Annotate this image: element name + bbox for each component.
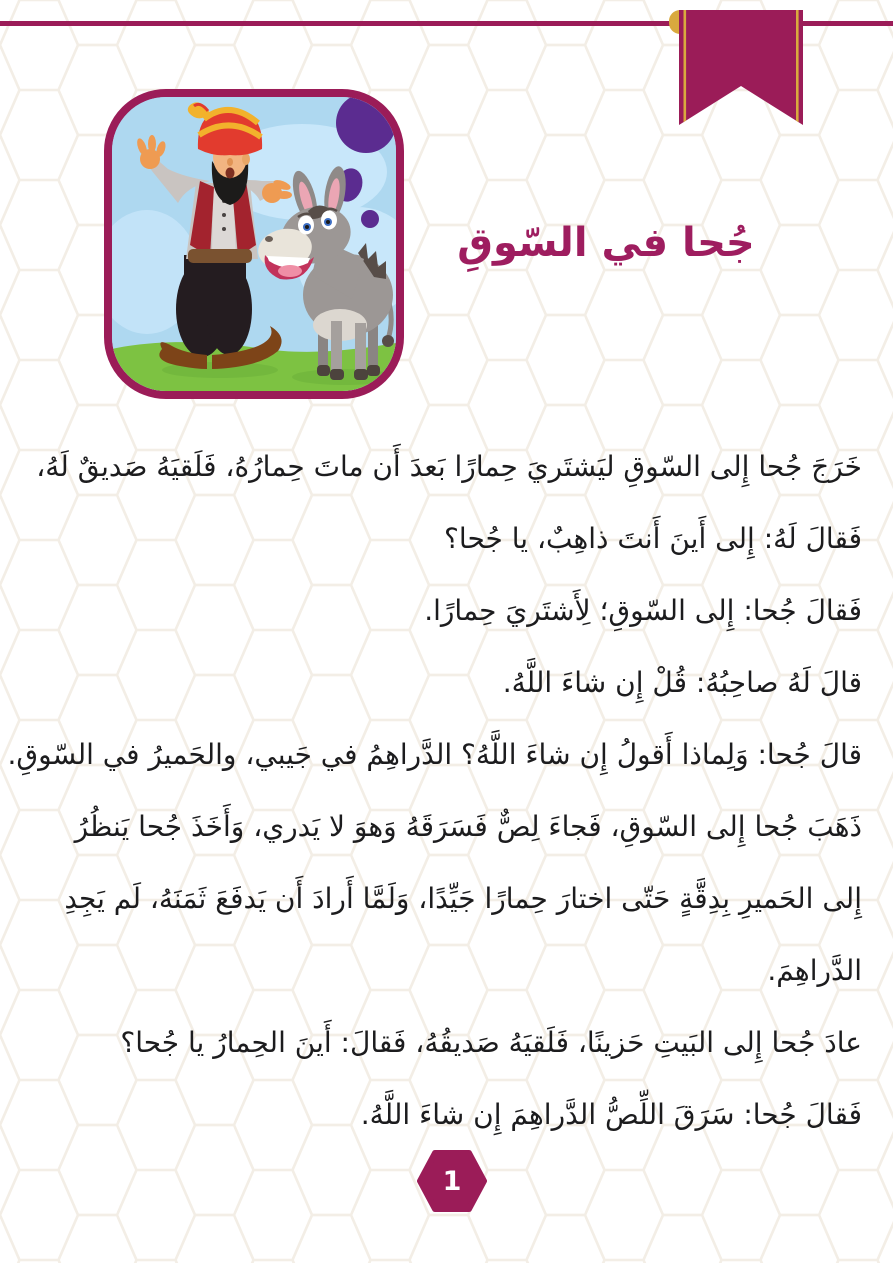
story-illustration bbox=[104, 89, 404, 399]
story-line: فَقالَ لَهُ: إِلى أَينَ أَنتَ ذاهِبٌ، يا جُحا؟ bbox=[444, 522, 862, 555]
page-number-badge bbox=[417, 1150, 487, 1212]
story-line: عادَ جُحا إِلى البَيتِ حَزينًا، فَلَقيَهُ صَديقُهُ، فَقالَ: أَينَ الحِمارُ يا جُحا؟ bbox=[120, 1026, 862, 1059]
story-title: جُحا في السّوقِ bbox=[457, 220, 755, 266]
story-line: خَرَجَ جُحا إِلى السّوقِ ليَشتَريَ حِمارًا بَعدَ أَن ماتَ حِمارُهُ، فَلَقيَهُ صَديقٌ لَهُ، bbox=[36, 450, 862, 483]
story-line: الدَّراهِمَ. bbox=[767, 954, 862, 987]
bookmark-icon bbox=[663, 6, 813, 131]
story-line: فَقالَ جُحا: سَرَقَ اللِّصُّ الدَّراهِمَ إِن شاءَ اللَّهُ. bbox=[360, 1098, 862, 1131]
story-line: قالَ جُحا: وَلِماذا أَقولُ إِن شاءَ اللَّهُ؟ الدَّراهِمُ في جَيبي، والحَميرُ في السّوقِ. bbox=[7, 738, 862, 771]
story-text-block bbox=[7, 431, 862, 1151]
story-line: إِلى الحَميرِ بِدِقَّةٍ حَتّى اختارَ حِمارًا جَيِّدًا، وَلَمَّا أَرادَ أَن يَدفَعَ ثَمَنَهُ، لَم يَجِدِ bbox=[64, 882, 862, 915]
juha-and-donkey-illustration bbox=[112, 97, 396, 391]
story-line: قالَ لَهُ صاحِبُهُ: قُلْ إِن شاءَ اللَّهُ. bbox=[502, 666, 862, 699]
story-line: فَقالَ جُحا: إِلى السّوقِ؛ لِأَشتَريَ حِمارًا. bbox=[424, 594, 862, 627]
page-number: 1 bbox=[442, 1165, 462, 1197]
story-line: ذَهَبَ جُحا إِلى السّوقِ، فَجاءَ لِصٌّ فَسَرَقَهُ وَهوَ لا يَدري، وَأَخَذَ جُحا يَنظُرُ bbox=[74, 810, 862, 843]
